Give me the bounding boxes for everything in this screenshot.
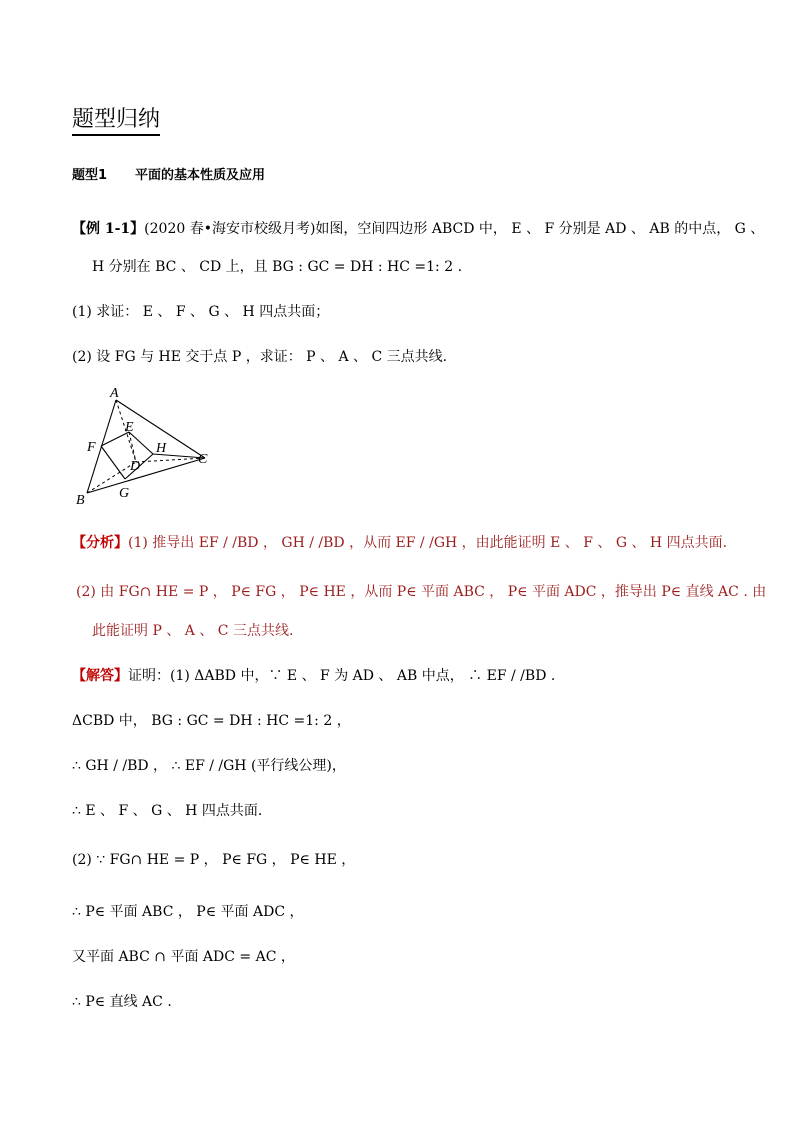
solution-line-8: ∴ P∈ 直线 AC . bbox=[72, 994, 172, 1010]
solution-text-1: 证明：(1) ΔABD 中，∵ E 、 F 为 AD 、 AB 中点， ∴ EF / /BD . bbox=[128, 668, 556, 684]
page-heading: 题型归纳 bbox=[72, 102, 160, 136]
solution-line-7: 又平面 ABC ∩ 平面 ADC = AC ， bbox=[72, 949, 295, 965]
question-2: (2) 设 FG 与 HE 交于点 P ，求证： P 、 A 、 C 三点共线. bbox=[72, 349, 448, 365]
solution-tag: 【解答】 bbox=[72, 668, 128, 684]
label-a: A bbox=[110, 386, 119, 401]
solution-line-5: (2) ∵ FG∩ HE = P ， P∈ FG ， P∈ HE ， bbox=[72, 852, 356, 868]
label-e: E bbox=[125, 420, 134, 435]
section-title bbox=[72, 164, 265, 183]
tetrahedron-figure bbox=[70, 382, 220, 512]
section-topic: 平面的基本性质及应用 bbox=[135, 168, 266, 183]
section-label: 题型1 bbox=[72, 168, 108, 183]
analysis-line-1 bbox=[72, 532, 727, 552]
solution-line-4: ∴ E 、 F 、 G 、 H 四点共面. bbox=[72, 803, 263, 819]
solution-line-1 bbox=[72, 665, 555, 685]
example-line-2: H 分别在 BC 、 CD 上，且 BG : GC = DH : HC =1: 2 . bbox=[92, 259, 463, 275]
example-tag: 【例 1-1】 bbox=[72, 221, 145, 237]
example-text-1: (2020 春•海安市校级月考)如图，空间四边形 ABCD 中， E 、 F 分别是 AD 、 AB 的中点， G 、 bbox=[144, 221, 765, 237]
solution-line-6: ∴ P∈ 平面 ABC ， P∈ 平面 ADC ， bbox=[72, 904, 304, 920]
example-line-1 bbox=[72, 218, 764, 238]
solution-line-3: ∴ GH / /BD ， ∴ EF / /GH (平行线公理)， bbox=[72, 758, 346, 774]
analysis-line-2: (2) 由 FG∩ HE = P ， P∈ FG ， P∈ HE ，从而 P∈ 平面 ABC ， P∈ 平面 ADC ，推导出 P∈ 直线 AC . 由 bbox=[76, 584, 767, 600]
analysis-line-3: 此能证明 P 、 A 、 C 三点共线. bbox=[92, 623, 294, 639]
label-f: F bbox=[87, 440, 96, 455]
label-h: H bbox=[156, 441, 167, 456]
label-c: C bbox=[198, 452, 208, 467]
label-d: D bbox=[130, 459, 141, 474]
analysis-text-1: (1) 推导出 EF / /BD ， GH / /BD ，从而 EF / /GH ，由此能证明 E 、 F 、 G 、 H 四点共面. bbox=[128, 535, 728, 551]
label-g: G bbox=[119, 486, 130, 501]
question-1: (1) 求证： E 、 F 、 G 、 H 四点共面； bbox=[72, 304, 330, 320]
solution-line-2: ΔCBD 中， BG : GC = DH : HC =1: 2 ， bbox=[72, 713, 351, 729]
label-b: B bbox=[76, 493, 85, 508]
analysis-tag: 【分析】 bbox=[72, 535, 128, 551]
